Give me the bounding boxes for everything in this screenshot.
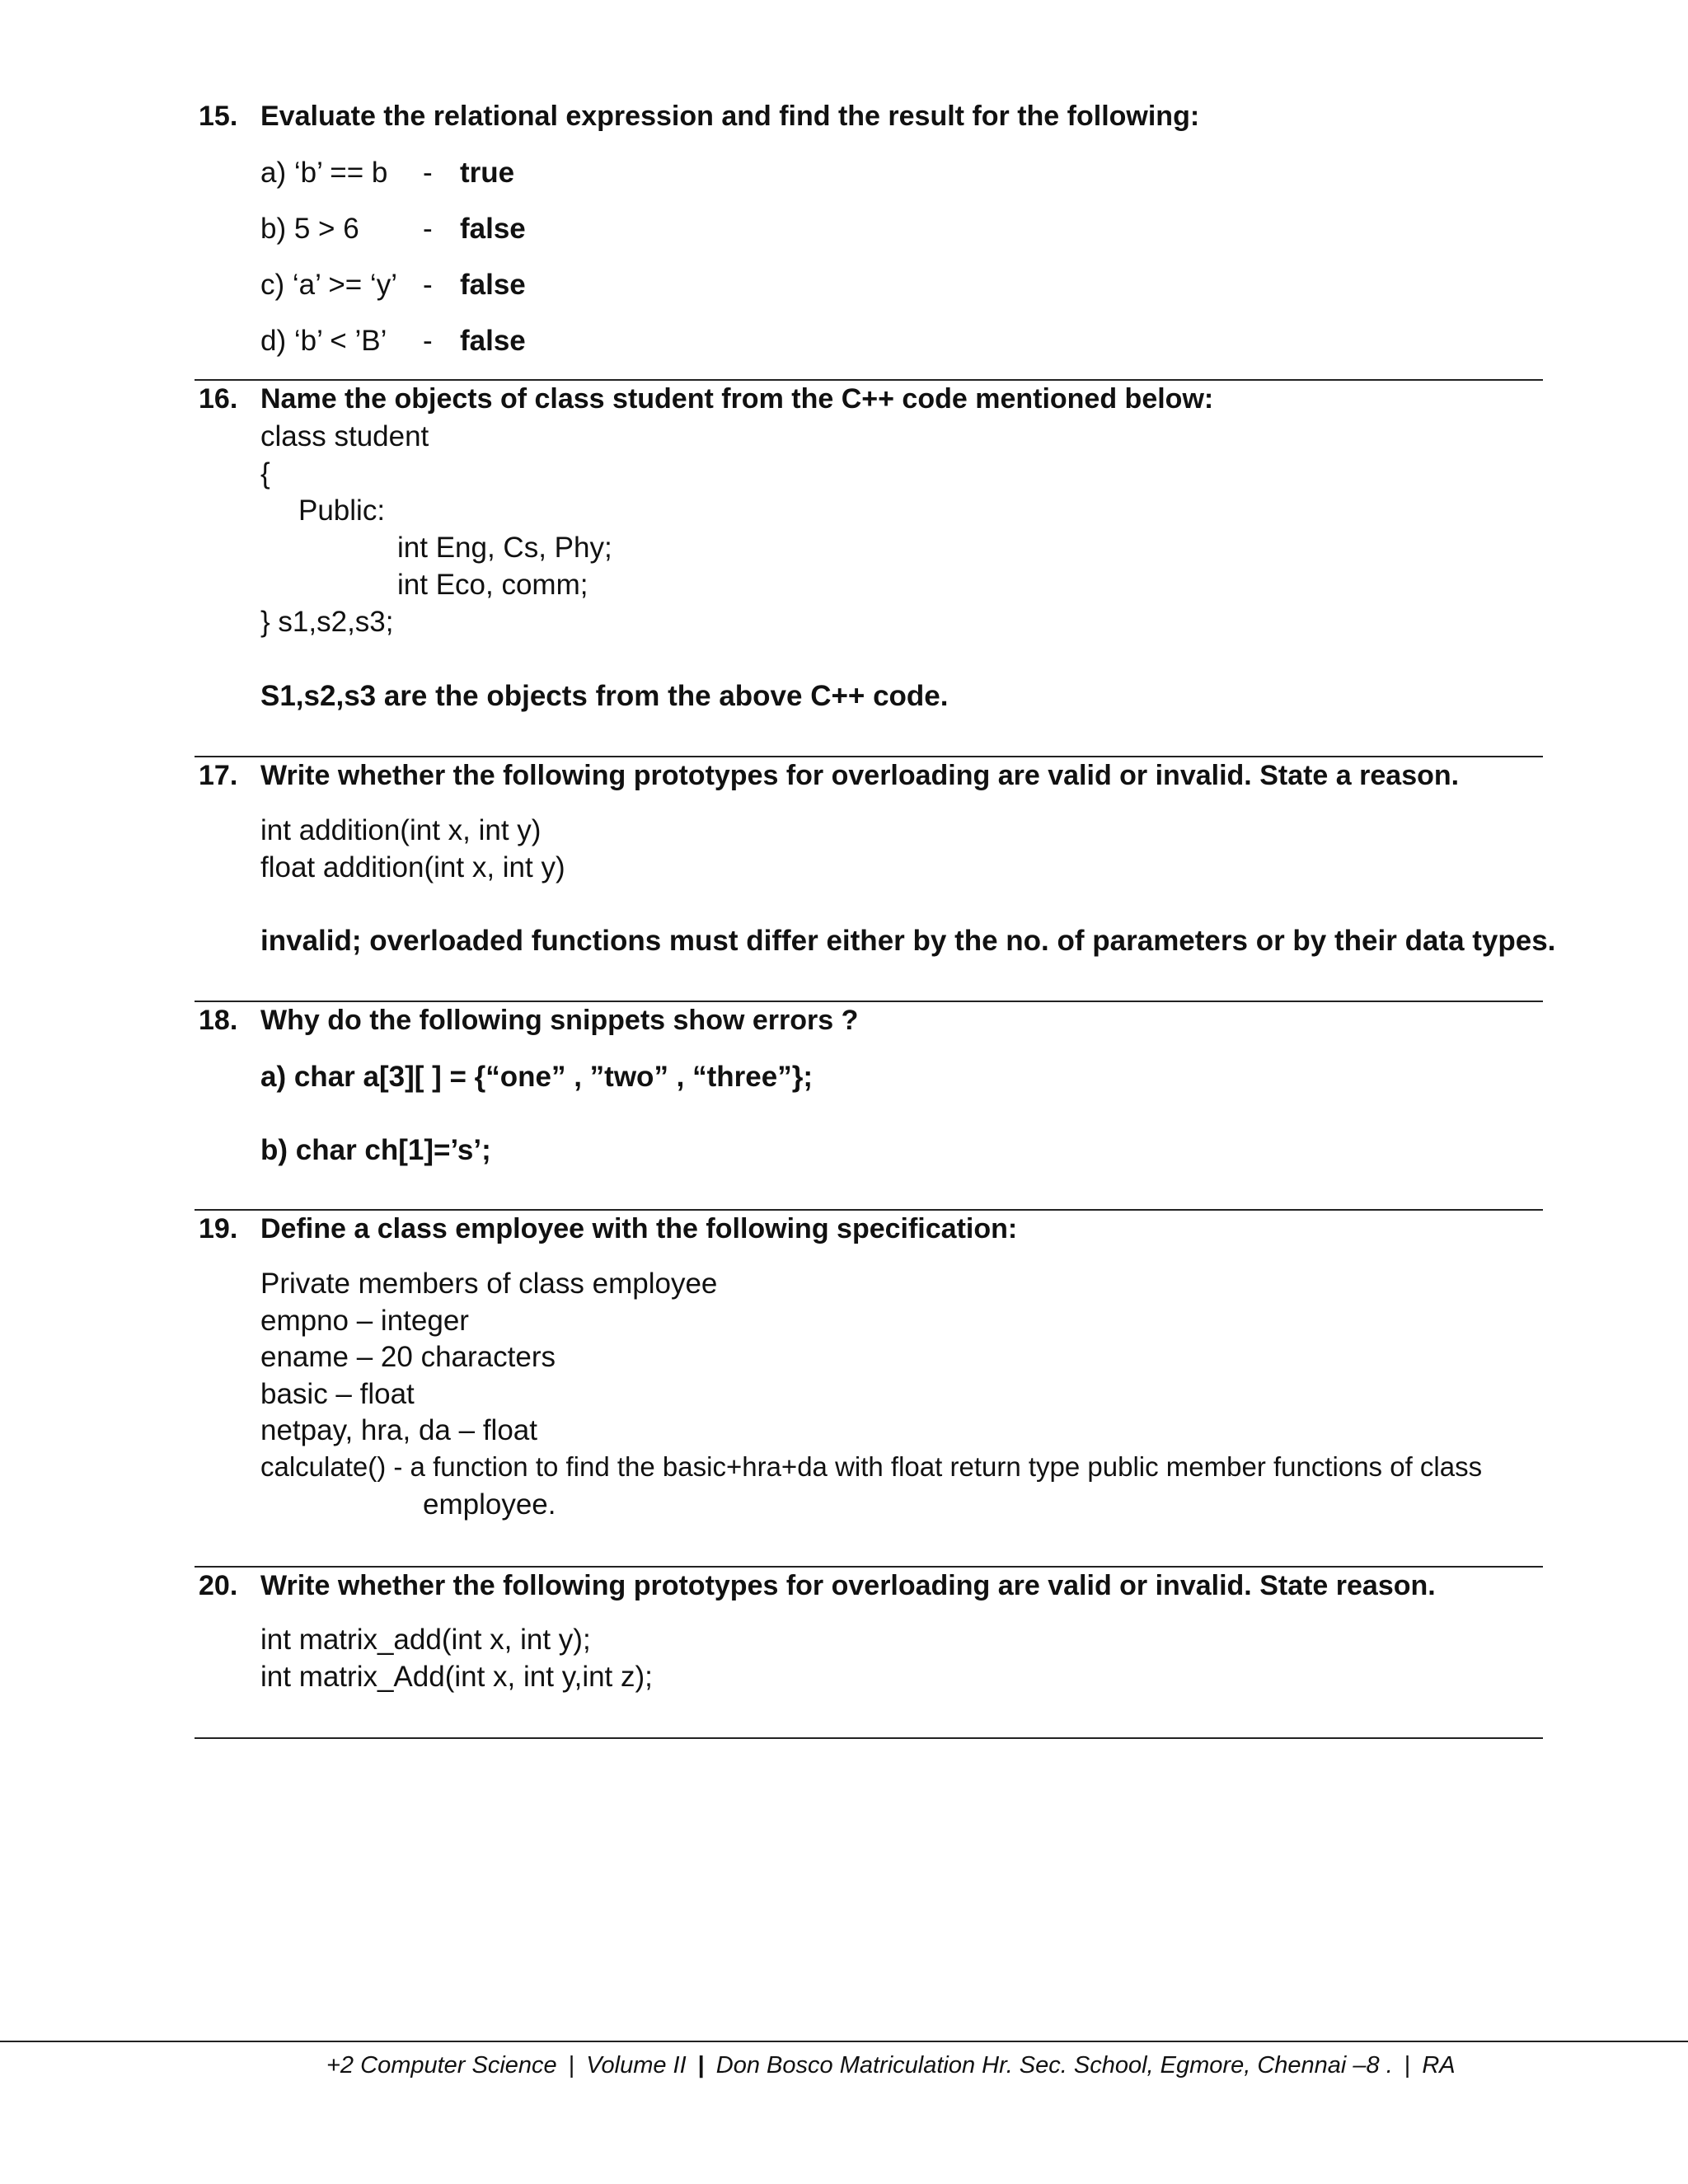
q16-code-line: Public: [298,494,386,527]
q15-expr-c: c) ‘a’ >= ‘y’ [260,269,397,301]
q15-expr-d: d) ‘b’ < ’B’ [260,325,387,357]
q17-code-line: int addition(int x, int y) [260,814,542,846]
q19-spec-line: netpay, hra, da – float [260,1414,537,1446]
footer-rule [0,2041,1688,2042]
divider [195,1209,1543,1211]
divider [195,1001,1543,1002]
q16-code-line: class student [260,420,429,452]
q15-dash-b: - [423,213,433,245]
q15-result-c: false [460,269,526,301]
q18-number: 18. [199,1005,238,1036]
footer-school: Don Bosco Matriculation Hr. Sec. School, Egmore, Chennai –8 . [715,2052,1393,2079]
page-footer [326,2052,1456,2079]
q19-spec-line: basic – float [260,1378,415,1410]
footer-volume: Volume II [586,2052,687,2079]
q19-spec-line: employee. [423,1488,556,1521]
q20-code-line: int matrix_add(int x, int y); [260,1624,591,1656]
q16-code-line: } s1,s2,s3; [260,606,394,638]
divider [195,1566,1543,1568]
q18-title: Why do the following snippets show errors ? [260,1005,859,1036]
q17-number: 17. [199,760,238,791]
q19-title: Define a class employee with the following specification: [260,1213,1018,1244]
q16-code-line: int Eco, comm; [397,569,588,601]
divider [195,756,1543,757]
q19-number: 19. [199,1213,238,1244]
footer-initials: RA [1422,2052,1456,2079]
divider [195,1737,1543,1739]
q19-spec-line: calculate() - a function to find the basic+hra+da with float return type public member functions of class [260,1451,1483,1482]
q15-title: Evaluate the relational expression and find the result for the following: [260,101,1200,132]
q19-spec-line: ename – 20 characters [260,1341,556,1373]
footer-course: +2 Computer Science [326,2052,557,2079]
footer-separator: | [1404,2052,1411,2079]
q16-title: Name the objects of class student from the C++ code mentioned below: [260,383,1214,415]
q15-number: 15. [199,101,238,132]
q20-title: Write whether the following prototypes for overloading are valid or invalid. State reason. [260,1570,1436,1601]
q18-snippet-b: b) char ch[1]=’s’; [260,1134,491,1166]
footer-separator: | [568,2052,575,2079]
divider [195,379,1543,381]
q16-answer: S1,s2,s3 are the objects from the above C++ code. [260,680,949,712]
q16-code-line: int Eng, Cs, Phy; [397,532,612,564]
q15-expr-a: a) ‘b’ == b [260,157,388,189]
q19-spec-line: empno – integer [260,1305,469,1337]
q15-dash-a: - [423,157,433,189]
q15-expr-b: b) 5 > 6 [260,213,359,245]
footer-separator: | [697,2052,705,2079]
q17-code-line: float addition(int x, int y) [260,851,565,883]
q15-result-d: false [460,325,526,357]
q18-snippet-a: a) char a[3][ ] = {“one” , ”two” , “three”}; [260,1061,813,1093]
q15-dash-d: - [423,325,433,357]
q20-code-line: int matrix_Add(int x, int y,int z); [260,1661,653,1693]
q20-number: 20. [199,1570,238,1601]
q15-result-b: false [460,213,526,245]
q16-number: 16. [199,383,238,415]
q15-result-a: true [460,157,515,189]
q17-answer: invalid; overloaded functions must differ either by the no. of parameters or by their data types. [260,925,1556,957]
q19-spec-line: Private members of class employee [260,1268,718,1300]
q17-title: Write whether the following prototypes for overloading are valid or invalid. State a reason. [260,760,1460,791]
q16-code-line: { [260,457,270,490]
q15-dash-c: - [423,269,433,301]
